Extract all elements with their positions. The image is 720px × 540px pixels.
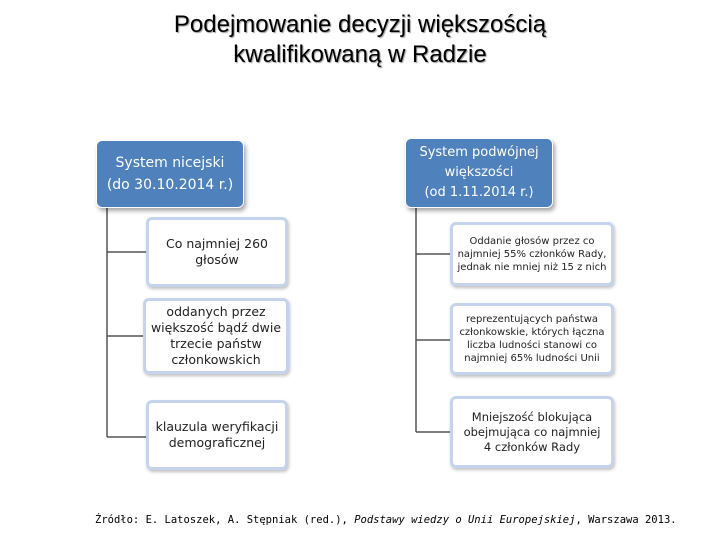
source-book-title: Podstawy wiedzy o Unii Europejskiej xyxy=(354,514,576,526)
box-line: Mniejszość blokująca xyxy=(471,409,593,424)
double-member-votes-box xyxy=(450,222,614,286)
header-line: (do 30.10.2014 r.) xyxy=(106,177,234,193)
box-line: większość bądź dwie xyxy=(150,320,282,335)
header-line: System podwójnej xyxy=(419,145,539,160)
box-line: Co najmniej 260 xyxy=(166,236,268,251)
title-line-1: Podejmowanie decyzji większością xyxy=(173,11,547,38)
nice-majority-states-box xyxy=(143,298,289,374)
box-line: Oddanie głosów przez co xyxy=(469,235,595,247)
box-line: oddanych przez xyxy=(166,304,266,319)
source-prefix: Źródło: E. Latoszek, A. Stępniak (red.), xyxy=(95,514,355,526)
box-line: członkowskich xyxy=(171,352,261,367)
header-line: (od 1.11.2014 r.) xyxy=(424,185,534,200)
box-line: najmniej 55% członków Rady, xyxy=(457,248,607,260)
box-line: liczba ludności stanowi co xyxy=(466,340,597,351)
header-line: System nicejski xyxy=(115,155,225,171)
double-population-box xyxy=(450,303,614,375)
box-line: obejmująca co najmniej xyxy=(463,424,601,439)
nice-demographic-clause-box xyxy=(146,400,288,470)
box-line: 4 członków Rady xyxy=(483,439,581,454)
double-majority-header xyxy=(405,138,553,208)
double-blocking-minority-box xyxy=(450,396,614,468)
box-line: najmniej 65% ludności Unii xyxy=(464,353,600,364)
header-line: większości xyxy=(444,165,514,180)
box-line: reprezentujących państwa xyxy=(465,314,599,325)
source-suffix: , Warszawa 2013. xyxy=(575,514,677,526)
title-line-2: kwalifikowaną w Radzie xyxy=(233,41,487,68)
box-line: klauzula weryfikacji xyxy=(155,419,279,434)
box-line: trzecie państw xyxy=(170,336,262,351)
box-line: członkowskie, których łączna xyxy=(459,327,605,338)
box-line: jednak nie mniej niż 15 z nich xyxy=(457,261,607,273)
nice-votes-box xyxy=(146,217,288,287)
nice-system-header xyxy=(96,140,244,208)
box-line: głosów xyxy=(195,252,239,267)
source-citation xyxy=(95,514,715,526)
box-line: demograficznej xyxy=(168,435,266,450)
